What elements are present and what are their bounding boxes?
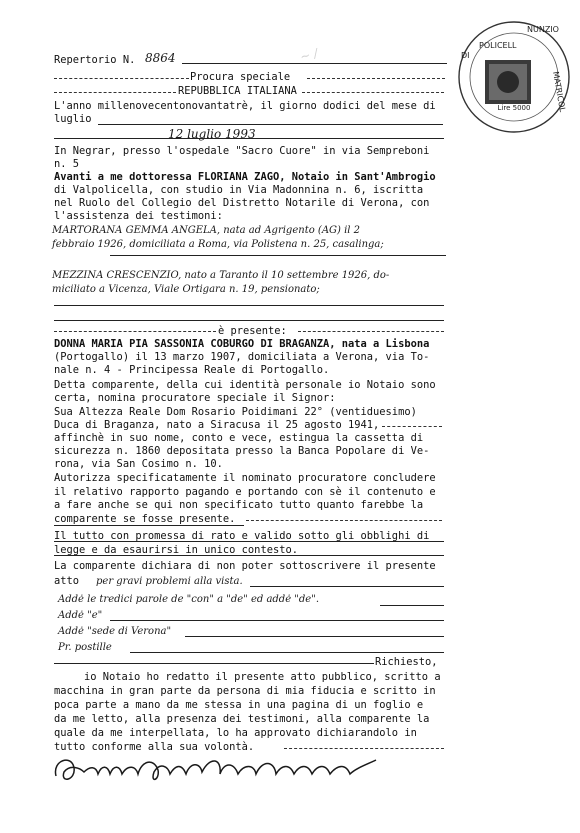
text-line: certa, nomina procuratore speciale il Signor: [54,392,336,404]
text-line: luglio [54,113,92,125]
stamp-text-top: NUNZIO [527,25,559,34]
text-line: poca parte a mano da me stessa in una pagina di un foglio e [54,699,424,711]
witness-1-line-1: MARTORANA GEMMA ANGELA, nata ad Agrigento (AG) il 2 [52,225,361,236]
divider [54,92,176,93]
divider [185,636,444,637]
bleed-through-mark: ~ / [298,45,320,65]
divider [54,78,189,79]
divider [302,92,444,93]
divider [250,586,444,587]
divider [54,331,216,332]
text-line: quale da me interpellata, lo ha approvato dichiarandolo in [54,727,417,739]
stamp-text-mid: POLICELL [479,41,517,50]
text-line: Autorizza specificatamente il nominato procuratore concludere [54,472,436,484]
divider [54,320,444,321]
divider [110,255,446,256]
text-line: Sua Altezza Reale Dom Rosario Poidimani 22° (ventiduesimo) [54,406,417,418]
divider [382,426,442,427]
notary-seal-stamp [455,18,573,136]
text-line: L'anno millenovecentonovantatrè, il giorno dodici del mese di [54,100,436,112]
repertorio-number: 8864 [145,51,176,65]
divider [54,138,444,139]
text-line: Il tutto con promessa di rato e valido sotto gli obblighi di [54,530,430,542]
stamp-value: Lire 5000 [497,104,531,112]
text-line: Richiesto, [375,656,438,668]
text-line: Detta comparente, della cui identità personale io Notaio sono [54,379,436,391]
text-line: macchina in gran parte da persona di mia fiducia e scritto in [54,685,436,697]
text-line: DONNA MARIA PIA SASSONIA COBURGO DI BRAGANZA, nata a Lisbona [54,338,430,350]
witness-1-line-2: febbraio 1926, domiciliata a Roma, via Polistena n. 25, casalinga; [52,239,384,250]
text-line: comparente se fosse presente. [54,513,236,525]
text-line: La comparente dichiara di non poter sottoscrivere il presente [54,560,436,572]
handwritten-annotation: Addė "sede di Verona" [58,626,172,637]
republic-heading: REPUBBLICA ITALIANA [178,85,297,97]
text-line: da me letto, alla presenza dei testimoni, alla comparente la [54,713,430,725]
text-line: il relativo rapporto pagando e portando con sè il contenuto e [54,486,436,498]
witness-2-line-2: miciliato a Vicenza, Viale Ortigara n. 19, pensionato; [52,284,320,295]
stamp-text-left: DI [461,51,470,60]
present-heading: è presente: [218,325,287,337]
text-line: a fare anche se qui non specificato tutto quanto farebbe la [54,499,424,511]
text-line: io Notaio ho redatto il presente atto pubblico, scritto a [84,671,441,683]
divider [380,605,444,606]
handwritten-annotation: Addė "e" [58,610,103,621]
text-line: atto [54,575,80,587]
text-line: rona, via San Cosimo n. 10. [54,458,223,470]
handwritten-signature [50,750,390,790]
text-line: legge e da esaurirsi in unico contesto. [54,544,298,556]
divider [307,78,445,79]
text-line: n. 5 [54,158,80,170]
divider [298,331,444,332]
handwritten-annotation: Pr. postille [58,642,112,653]
text-line: In Negrar, presso l'ospedale "Sacro Cuore" in via Sempreboni [54,145,430,157]
underline [54,555,444,556]
handwritten-annotation: Addė le tredici parole de "con" a "de" ed addė "de". [58,594,320,605]
text-line: sicurezza n. 1860 depositata presso la Banca Popolare di Ve- [54,445,430,457]
divider [246,520,442,521]
text-line: (Portogallo) il 13 marzo 1907, domiciliata a Verona, via To- [54,351,430,363]
witness-2-line-1: MEZZINA CRESCENZIO, nato a Taranto il 10 settembre 1926, do- [52,270,390,281]
handwritten-date: 12 luglio 1993 [168,127,256,141]
text-line: Avanti a me dottoressa FLORIANA ZAGO, Notaio in Sant'Ambrogio [54,171,436,183]
deed-title: Procura speciale [190,71,291,83]
text-line: nel Ruolo del Collegio del Distretto Notarile di Verona, con [54,197,430,209]
handwritten-reason: per gravi problemi alla vista. [96,576,243,587]
stamp-text-right: MATRICOL [551,70,567,113]
underline [54,541,444,542]
text-line: di Valpolicella, con studio in Via Madonnina n. 6, iscritta [54,184,424,196]
text-line: l'assistenza dei testimoni: [54,210,223,222]
underline [54,525,244,526]
divider [130,652,444,653]
text-line: tutto conforme alla sua volontà. [54,741,255,753]
divider [182,63,447,64]
text-line: affinchè in suo nome, conto e vece, estingua la cassetta di [54,432,424,444]
text-line: Duca di Braganza, nato a Siracusa il 25 agosto 1941, [54,419,380,431]
divider [54,663,374,664]
repertorio-label: Repertorio N. [54,54,136,66]
divider [54,305,444,306]
divider [110,620,444,621]
divider [284,748,444,749]
text-line: nale n. 4 - Principessa Reale di Portogallo. [54,364,330,376]
divider [98,124,443,125]
